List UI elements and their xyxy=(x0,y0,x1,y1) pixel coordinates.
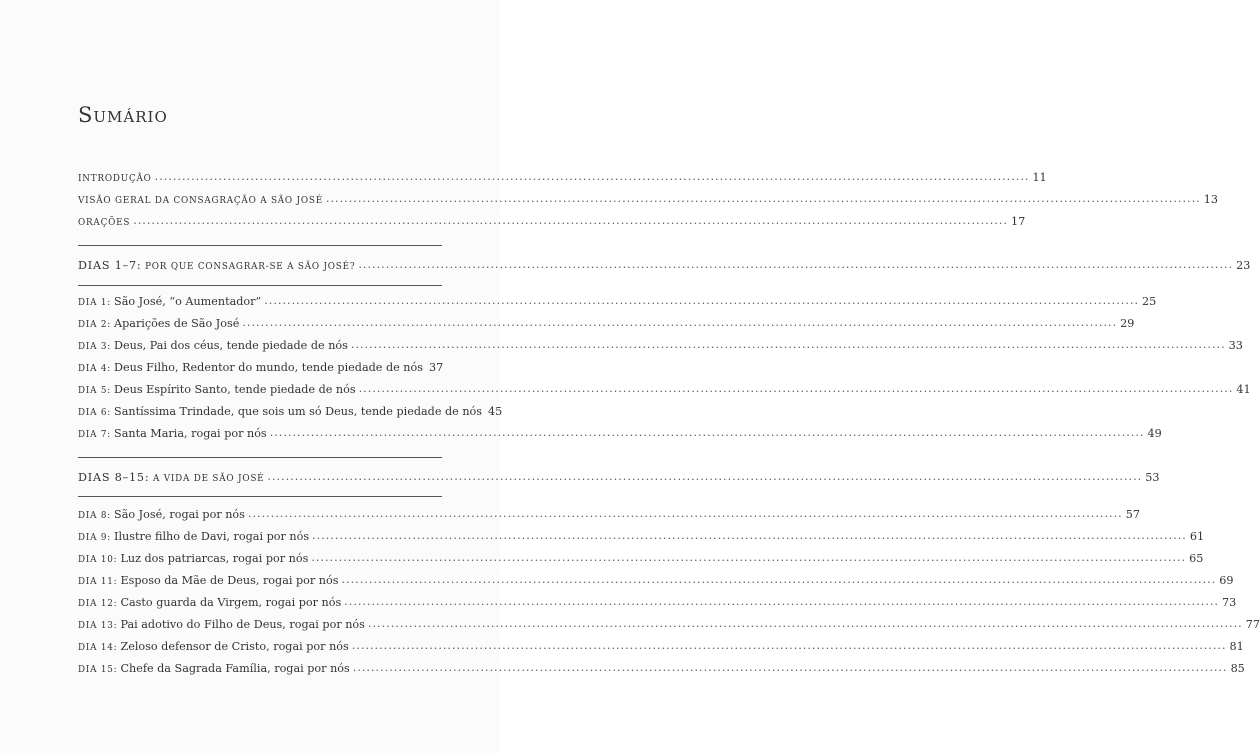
toc-entry-label xyxy=(78,574,339,587)
day-title: Deus, Pai dos céus, tende piedade de nós xyxy=(114,339,348,352)
toc-entry-dia-6 xyxy=(78,405,503,427)
section-divider xyxy=(78,245,442,246)
toc-entry-label: INTRODUÇÃO xyxy=(78,174,152,184)
section-title-text xyxy=(78,471,264,484)
day-title: Deus Espírito Santo, tende piedade de nós xyxy=(114,383,356,396)
toc-entry-label xyxy=(78,640,349,653)
day-prefix: DIA 7: xyxy=(78,430,112,440)
toc-page-number: 25 xyxy=(1142,295,1157,308)
page-title: Sumário xyxy=(78,103,168,127)
leader-dots xyxy=(267,470,1142,483)
toc-page-number: 41 xyxy=(1236,383,1251,396)
day-prefix: DIA 3: xyxy=(78,342,112,352)
toc-entry-label xyxy=(78,317,239,330)
section-divider xyxy=(78,457,442,458)
day-title: Chefe da Sagrada Família, rogai por nós xyxy=(120,662,350,675)
toc-entry-label xyxy=(78,508,245,521)
toc-page-number: 13 xyxy=(1203,193,1218,206)
toc-page-number: 69 xyxy=(1219,574,1234,587)
day-prefix: DIA 1: xyxy=(78,298,112,308)
day-title: São José, rogai por nós xyxy=(114,508,245,521)
day-title: Esposo da Mãe de Deus, rogai por nós xyxy=(120,574,339,587)
toc-page-number: 23 xyxy=(1236,259,1251,272)
toc-entry-introducao xyxy=(78,171,1047,193)
day-title: Santa Maria, rogai por nós xyxy=(114,427,267,440)
day-title: Luz dos patriarcas, rogai por nós xyxy=(120,552,309,565)
day-prefix: DIA 15: xyxy=(78,665,118,675)
day-title: Santíssima Trindade, que sois um só Deus, tende piedade de nós xyxy=(114,405,483,418)
toc-entry-label xyxy=(78,405,482,418)
toc-page-number: 33 xyxy=(1228,339,1243,352)
toc-entry-label xyxy=(78,618,365,631)
day-prefix: DIA 6: xyxy=(78,408,112,418)
toc-entry-visao-geral xyxy=(78,193,1218,215)
toc-entry-dia-14 xyxy=(78,640,1244,662)
leader-dots xyxy=(311,551,1186,564)
toc-entry-label xyxy=(78,295,261,308)
section-heading-days-8-15 xyxy=(78,471,1160,493)
toc-entry-dia-12 xyxy=(78,596,1237,618)
day-title: Ilustre filho de Davi, rogai por nós xyxy=(114,530,310,543)
leader-dots xyxy=(155,170,1030,183)
section-title-rest: A VIDA DE SÃO JOSÉ xyxy=(152,474,265,484)
day-title: São José, “o Aumentador” xyxy=(114,295,262,308)
day-prefix: DIA 10: xyxy=(78,555,118,565)
section-divider xyxy=(78,285,442,286)
toc-page-number: 29 xyxy=(1120,317,1135,330)
toc-entry-dia-2 xyxy=(78,317,1135,339)
toc-entry-label xyxy=(78,662,350,675)
leader-dots xyxy=(368,617,1243,630)
toc-entry-label: VISÃO GERAL DA CONSAGRAÇÃO A SÃO JOSÉ xyxy=(78,196,323,206)
toc-page-number: 17 xyxy=(1010,215,1026,228)
toc-page-number: 61 xyxy=(1189,530,1205,543)
day-prefix: DIA 4: xyxy=(78,364,112,374)
toc-entry-label xyxy=(78,339,348,352)
section-title-line xyxy=(78,259,1251,281)
section-heading-days-1-7 xyxy=(78,259,1251,281)
toc-page-number: 11 xyxy=(1032,171,1047,184)
day-title: Deus Filho, Redentor do mundo, tende piedade de nós xyxy=(114,361,423,374)
toc-entry-label xyxy=(78,361,423,374)
toc-page-number: 65 xyxy=(1189,552,1204,565)
section-title-line xyxy=(78,471,1160,493)
toc-entry-label xyxy=(78,427,267,440)
leader-dots xyxy=(264,294,1139,307)
section-title-main: DIAS 1–7: xyxy=(78,259,142,272)
day-prefix: DIA 13: xyxy=(78,621,118,631)
leader-dots xyxy=(352,639,1227,652)
toc-entry-dia-11 xyxy=(78,574,1234,596)
leader-dots xyxy=(270,426,1145,439)
day-prefix: DIA 5: xyxy=(78,386,112,396)
toc-entry-dia-15 xyxy=(78,662,1245,684)
days-1-7-list xyxy=(78,295,1251,449)
toc-entry-dia-5 xyxy=(78,383,1251,405)
toc-entry-dia-7 xyxy=(78,427,1162,449)
toc-page-number: 45 xyxy=(488,405,503,418)
section-title-rest: POR QUE CONSAGRAR-SE A SÃO JOSÉ? xyxy=(145,262,356,272)
leader-dots xyxy=(248,507,1123,520)
day-prefix: DIA 8: xyxy=(78,511,112,521)
intro-toc-section xyxy=(78,171,1218,237)
toc-entry-dia-10 xyxy=(78,552,1204,574)
day-title: Aparições de São José xyxy=(114,317,240,330)
toc-entry-oracoes xyxy=(78,215,1026,237)
leader-dots xyxy=(133,214,1008,227)
section-title-main: DIAS 8–15: xyxy=(78,471,150,484)
day-title: Pai adotivo do Filho de Deus, rogai por nós xyxy=(120,618,365,631)
toc-entry-label: ORAÇÕES xyxy=(78,218,131,228)
toc-page-number: 85 xyxy=(1230,662,1245,675)
day-prefix: DIA 9: xyxy=(78,533,112,543)
toc-entry-dia-13 xyxy=(78,618,1260,640)
leader-dots xyxy=(312,529,1187,542)
days-8-15-list xyxy=(78,508,1260,684)
toc-entry-label xyxy=(78,552,308,565)
section-divider xyxy=(78,496,442,497)
leader-dots xyxy=(242,316,1117,329)
day-prefix: DIA 14: xyxy=(78,643,118,653)
toc-entry-dia-4 xyxy=(78,361,444,383)
toc-entry-dia-3 xyxy=(78,339,1243,361)
toc-entry-dia-8 xyxy=(78,508,1140,530)
toc-page-number: 53 xyxy=(1145,471,1160,484)
day-prefix: DIA 11: xyxy=(78,577,118,587)
toc-entry-label xyxy=(78,530,309,543)
day-prefix: DIA 2: xyxy=(78,320,112,330)
leader-dots xyxy=(358,258,1233,271)
toc-page-number: 73 xyxy=(1222,596,1237,609)
toc-entry-dia-1 xyxy=(78,295,1157,317)
leader-dots xyxy=(351,338,1226,351)
day-title: Casto guarda da Virgem, rogai por nós xyxy=(120,596,342,609)
toc-entry-label xyxy=(78,596,341,609)
toc-page-number: 37 xyxy=(428,361,444,374)
leader-dots xyxy=(342,573,1217,586)
toc-page-number: 49 xyxy=(1147,427,1162,440)
toc-page-number: 77 xyxy=(1245,618,1260,631)
toc-entry-dia-9 xyxy=(78,530,1205,552)
section-title-text xyxy=(78,259,355,272)
leader-dots xyxy=(353,661,1228,674)
toc-entry-label xyxy=(78,383,356,396)
day-title: Zeloso defensor de Cristo, rogai por nós xyxy=(120,640,349,653)
leader-dots xyxy=(344,595,1219,608)
toc-page-number: 57 xyxy=(1125,508,1140,521)
leader-dots xyxy=(359,382,1234,395)
toc-page-number: 81 xyxy=(1229,640,1244,653)
day-prefix: DIA 12: xyxy=(78,599,118,609)
leader-dots xyxy=(326,192,1201,205)
